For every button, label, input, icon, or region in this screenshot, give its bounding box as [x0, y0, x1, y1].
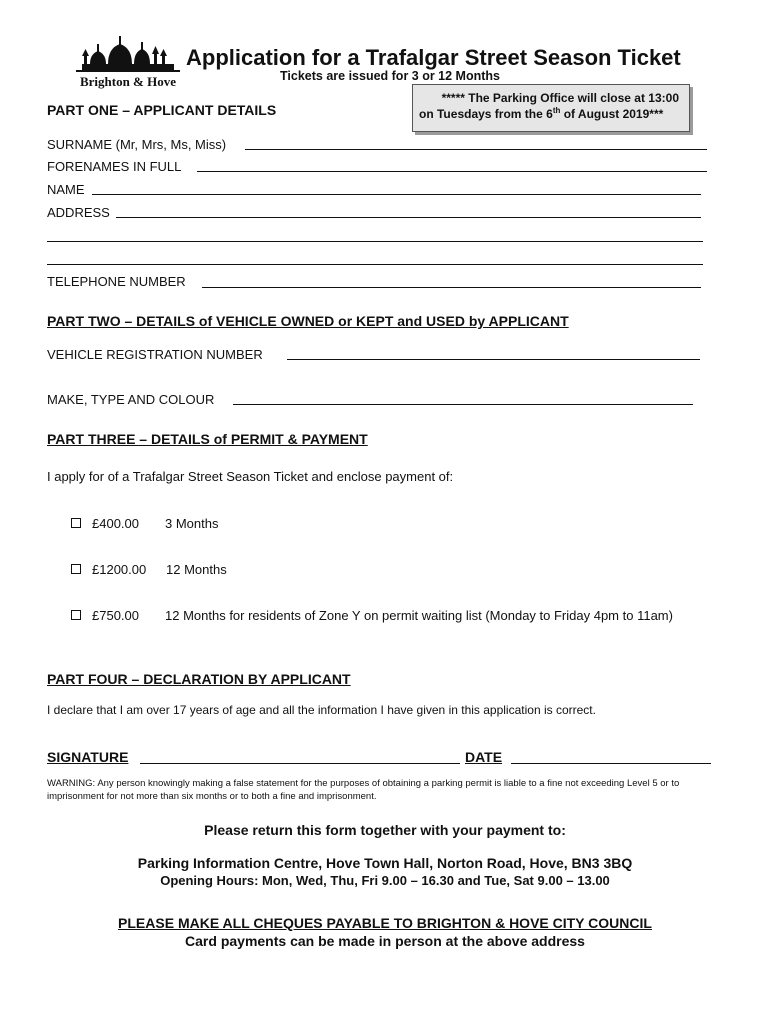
registration-label: VEHICLE REGISTRATION NUMBER	[47, 347, 263, 362]
page-subtitle: Tickets are issued for 3 or 12 Months	[280, 69, 500, 83]
opening-hours: Opening Hours: Mon, Wed, Thu, Fri 9.00 – 16.30 and Tue, Sat 9.00 – 13.00	[160, 873, 610, 888]
option-price: £400.00	[92, 516, 139, 531]
council-logo	[62, 34, 194, 92]
date-label: DATE	[465, 749, 503, 765]
registration-field[interactable]	[287, 359, 700, 360]
telephone-field[interactable]	[202, 287, 701, 288]
payment-intro: I apply for of a Trafalgar Street Season Ticket and enclose payment of:	[47, 469, 454, 484]
logo-text: Brighton & Hove	[79, 74, 177, 89]
telephone-label: TELEPHONE NUMBER	[47, 274, 186, 289]
option-price: £750.00	[92, 608, 139, 623]
address-field-line-3[interactable]	[47, 264, 703, 265]
part-four-heading: PART FOUR – DECLARATION BY APPLICANT	[47, 671, 351, 687]
option-checkbox[interactable]	[71, 610, 81, 620]
forenames-label: FORENAMES IN FULL	[47, 159, 182, 174]
date-field[interactable]	[511, 763, 711, 764]
office-closure-notice	[412, 84, 690, 132]
name-label: NAME	[47, 182, 85, 197]
declaration-text: I declare that I am over 17 years of age and all the information I have given in this application is correct.	[47, 703, 596, 717]
name-field[interactable]	[92, 194, 701, 195]
make-type-colour-field[interactable]	[233, 404, 693, 405]
notice-line-2-end: of August 2019***	[560, 107, 664, 121]
page-title: Application for a Trafalgar Street Season Ticket	[186, 45, 681, 70]
surname-label: SURNAME (Mr, Mrs, Ms, Miss)	[47, 137, 227, 152]
surname-field[interactable]	[245, 149, 707, 150]
address-field-line-2[interactable]	[47, 241, 703, 242]
option-description: 3 Months	[165, 516, 219, 531]
pavilion-icon	[62, 34, 194, 76]
return-address: Parking Information Centre, Hove Town Hall, Norton Road, Hove, BN3 3BQ	[137, 855, 633, 871]
return-instruction: Please return this form together with your payment to:	[204, 822, 566, 838]
option-checkbox[interactable]	[71, 518, 81, 528]
cheque-instruction: PLEASE MAKE ALL CHEQUES PAYABLE TO BRIGHTON & HOVE CITY COUNCIL	[118, 915, 652, 931]
notice-ordinal: th	[552, 106, 561, 115]
make-type-colour-label: MAKE, TYPE AND COLOUR	[47, 392, 215, 407]
warning-text: WARNING: Any person knowingly making a false statement for the purposes of obtaining a parking permit is liable to a fine not exceeding Level 5 or to imprisonment for not more than six months or to both a fine and imprisonment.	[47, 778, 680, 802]
signature-label: SIGNATURE	[47, 749, 129, 765]
option-description: 12 Months	[166, 562, 227, 577]
option-checkbox[interactable]	[71, 564, 81, 574]
part-two-heading: PART TWO – DETAILS of VEHICLE OWNED or KEPT and USED by APPLICANT	[47, 313, 569, 329]
address-field-line-1[interactable]	[116, 217, 701, 218]
notice-line-1: ***** The Parking Office will close at 13:00	[441, 91, 679, 105]
card-payment-note: Card payments can be made in person at the above address	[185, 933, 585, 949]
notice-line-2-start: on Tuesdays from the 6	[419, 107, 553, 121]
signature-field[interactable]	[140, 763, 460, 764]
forenames-field[interactable]	[197, 171, 707, 172]
option-price: £1200.00	[92, 562, 147, 577]
part-three-heading: PART THREE – DETAILS of PERMIT & PAYMENT	[47, 431, 368, 447]
notice-line-2	[419, 107, 663, 121]
option-description: 12 Months for residents of Zone Y on permit waiting list (Monday to Friday 4pm to 11am)	[165, 608, 673, 623]
part-one-heading: PART ONE – APPLICANT DETAILS	[47, 102, 277, 118]
address-label: ADDRESS	[47, 205, 110, 220]
